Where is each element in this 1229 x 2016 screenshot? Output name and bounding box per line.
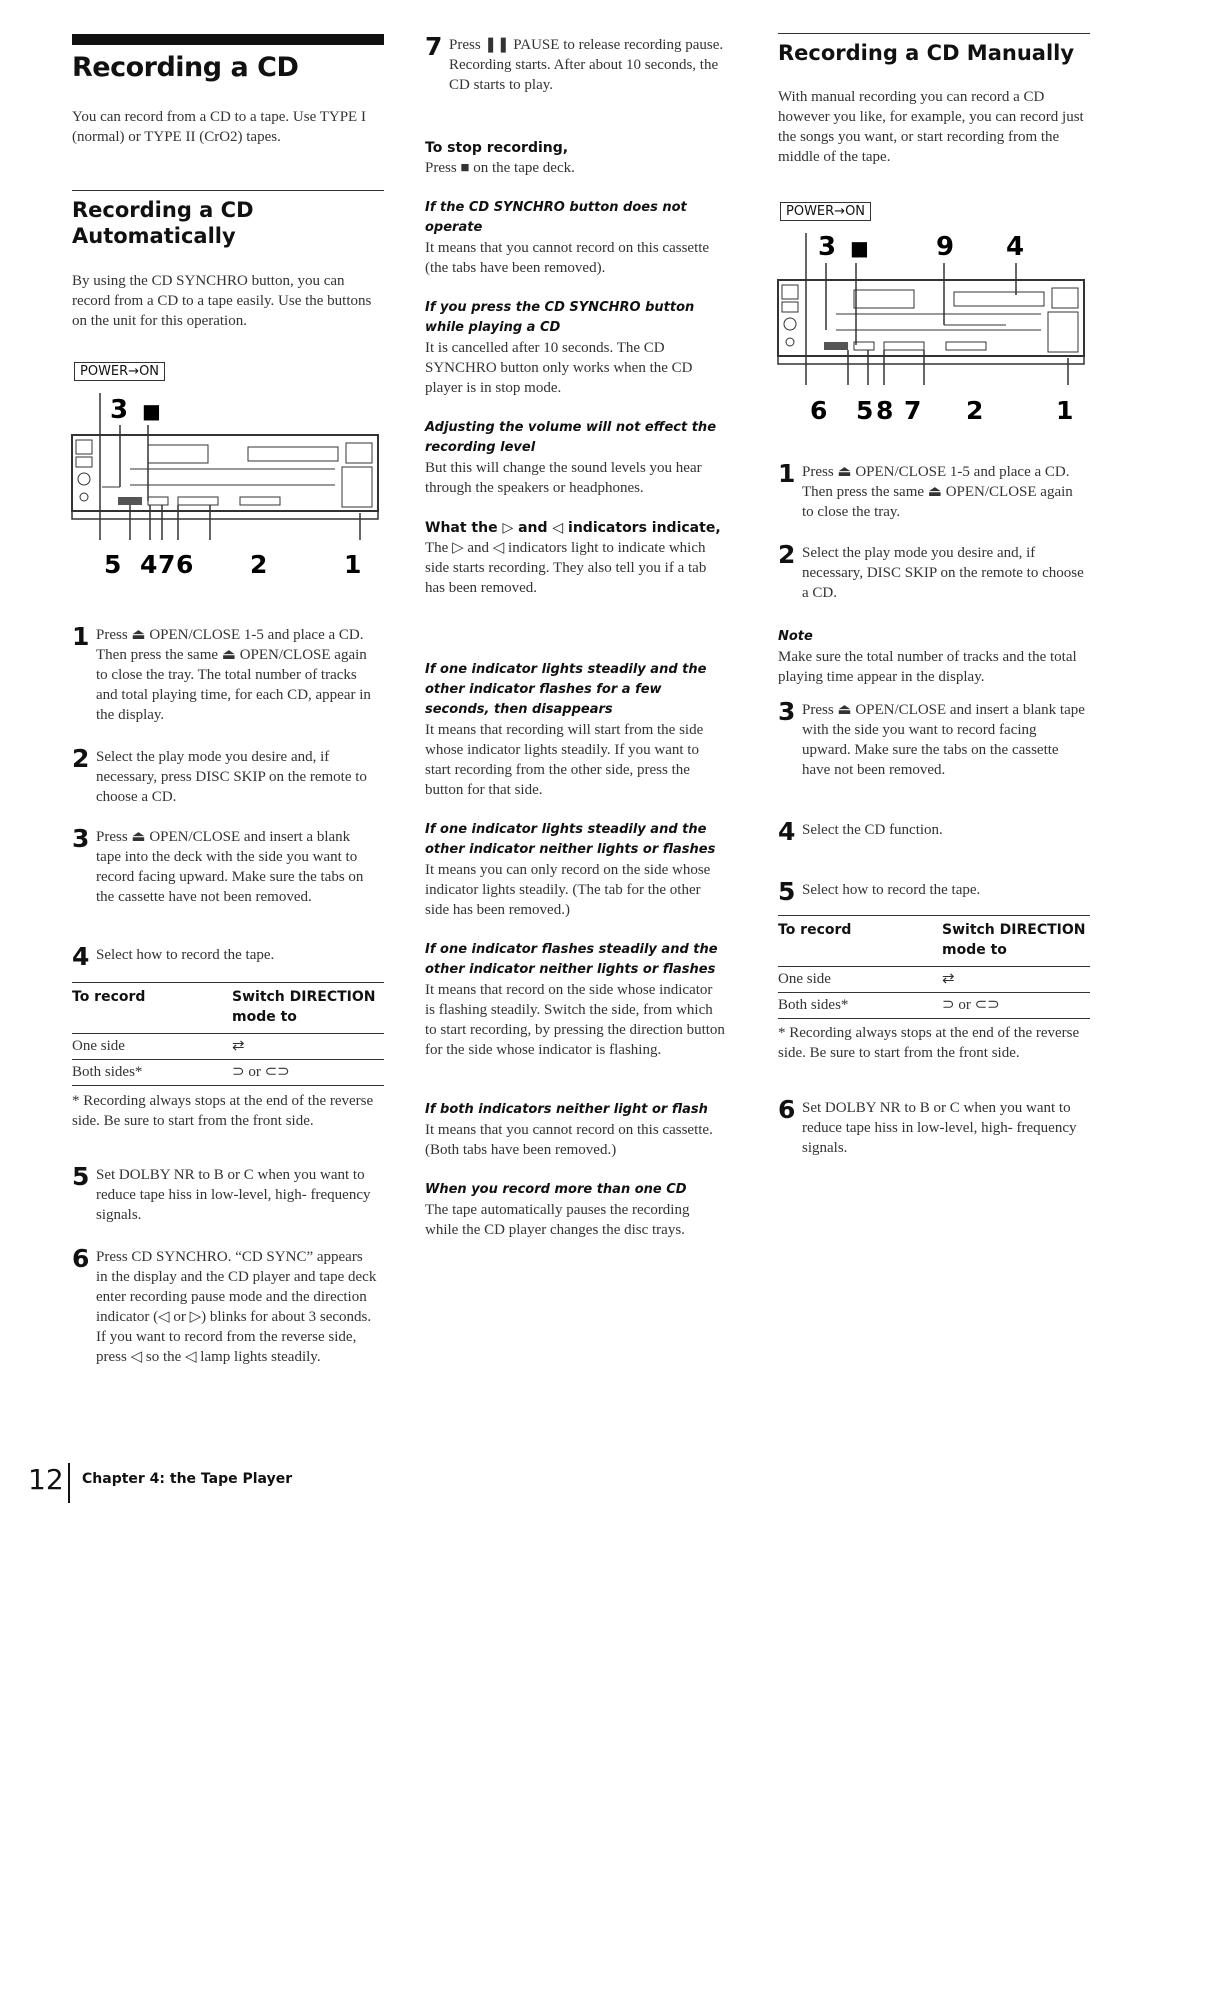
auto-step-2: 2 Select the play mode you desire and, if necessary, press DISC SKIP on the remote to choose a CD. — [72, 744, 367, 805]
title-bar — [72, 34, 384, 45]
callout-label: 6 — [176, 550, 194, 579]
manual-intro: With manual recording you can record a CD however you like, for example, you can record just the songs you want, or start recording from the middle of the tape. — [778, 89, 1084, 165]
section-rule — [778, 33, 1090, 34]
stop-text: Press ■ on the tape deck. — [425, 160, 575, 176]
note-block: Adjusting the volume will not effect the recording level But this will change the sound levels you hear through the speakers or headphones. — [425, 420, 717, 496]
page-number: 12 — [28, 1463, 64, 1496]
callout-label: 9 — [936, 232, 955, 262]
note-heading: Note — [778, 629, 813, 644]
chapter-label: Chapter 4: the Tape Player — [82, 1471, 293, 1487]
manual-step-4: 4 Select the CD function. — [778, 817, 943, 846]
auto-heading: Recording a CD Automatically — [72, 198, 254, 248]
callout-label: 7 — [904, 396, 922, 425]
intro-text: You can record from a CD to a tape. Use TYPE I (normal) or TYPE II (CrO2) tapes. — [72, 109, 366, 145]
manual-record-table: To record Switch DIRECTION mode to One side ⇄ Both sides* ⊃ or ⊂⊃ — [778, 915, 1090, 1019]
auto-intro: By using the CD SYNCHRO button, you can record from a CD to a tape easily. Use the buttons on the unit for this operation. — [72, 273, 372, 329]
callout-label: 7 — [158, 550, 176, 579]
callout-label: 4 — [140, 550, 158, 579]
note-text: Make sure the total number of tracks and the total playing time appear in the display. — [778, 649, 1077, 685]
manual-step-5: 5 Select how to record the tape. — [778, 877, 981, 906]
auto-footnote: * Recording always stops at the end of the reverse side. Be sure to start from the front side. — [72, 1093, 374, 1129]
auto-record-table: To record Switch DIRECTION mode to One side ⇄ Both sides* ⊃ or ⊂⊃ — [72, 982, 384, 1086]
auto-step-1: 1 Press ⏏ OPEN/CLOSE 1-5 and place a CD. Then press the same ⏏ OPEN/CLOSE again to close the tray. The total number of tracks and total playing time, for each CD, appear in the display. — [72, 622, 371, 723]
table-row: One side ⇄ — [778, 967, 1090, 993]
note-block: If you press the CD SYNCHRO button while playing a CD It is cancelled after 10 seconds. The CD SYNCHRO button only works when the CD player is in stop mode. — [425, 300, 695, 396]
callout-label: 3 — [818, 232, 837, 262]
manual-step-1: 1 Press ⏏ OPEN/CLOSE 1-5 and place a CD. Then press the same ⏏ OPEN/CLOSE again to close the tray. — [778, 459, 1073, 520]
auto-step-3: 3 Press ⏏ OPEN/CLOSE and insert a blank tape into the deck with the side you want to record facing upward. Make sure the tabs on the cassette have not been removed. — [72, 824, 364, 905]
callout-label: 4 — [1006, 232, 1025, 262]
manual-footnote: * Recording always stops at the end of the reverse side. Be sure to start from the front side. — [778, 1025, 1080, 1061]
step-7: 7 Press ❚❚ PAUSE to release recording pause. Recording starts. After about 10 seconds, the CD starts to play. — [425, 32, 724, 93]
auto-step-4: 4 Select how to record the tape. — [72, 942, 275, 971]
callout-label: 5 — [856, 396, 874, 425]
callout-label: 8 — [876, 396, 894, 425]
note-block: What the ▷ and ◁ indicators indicate, The ▷ and ◁ indicators light to indicate which side starts recording. They also tell you if a tab has been removed. — [425, 520, 721, 596]
power-label: POWER→ON — [780, 202, 871, 221]
note-block: If both indicators neither light or flash It means that you cannot record on this cassette. (Both tabs have been removed.) — [425, 1102, 713, 1158]
page-title: Recording a CD — [72, 52, 299, 83]
table-row: One side ⇄ — [72, 1034, 384, 1060]
manual-step-2: 2 Select the play mode you desire and, if necessary, DISC SKIP on the remote to choose a CD. — [778, 540, 1084, 601]
note-block: When you record more than one CD The tape automatically pauses the recording while the CD player changes the disc trays. — [425, 1182, 690, 1238]
manual-step-3: 3 Press ⏏ OPEN/CLOSE and insert a blank tape with the side you want to record facing upward. Make sure the tabs on the cassette have not been removed. — [778, 697, 1085, 778]
deck-diagram-auto — [70, 385, 382, 590]
deck-diagram-manual — [776, 225, 1088, 435]
note-block: If one indicator flashes steadily and the other indicator neither lights or flashes It means that record on the side whose indicator is flashing steadily. Switch the side, from which to start recording, by pressing the direction button for the side whose indicator is flashing. — [425, 942, 725, 1058]
callout-label: 3 — [110, 395, 129, 425]
note-block: If one indicator lights steadily and the other indicator flashes for a few seconds, then disappears It means that recording will start from the side whose indicator lights steadily. If you want to start recording from the other side, press the button for that side. — [425, 662, 707, 798]
table-row: Both sides* ⊃ or ⊂⊃ — [778, 993, 1090, 1019]
table-row: Both sides* ⊃ or ⊂⊃ — [72, 1060, 384, 1086]
section-rule — [72, 190, 384, 191]
auto-step-5: 5 Set DOLBY NR to B or C when you want to reduce tape hiss in low-level, high- frequency signals. — [72, 1162, 371, 1223]
auto-step-6: 6 Press CD SYNCHRO. “CD SYNC” appears in the display and the CD player and tape deck enter recording pause mode and the direction indicator (◁ or ▷) blinks for about 3 seconds. If you want to record from the reverse side, press ◁ so the ◁ lamp lights steadily. — [72, 1244, 377, 1365]
callout-label: 2 — [250, 550, 268, 579]
footer-divider — [68, 1463, 70, 1503]
note-block: If one indicator lights steadily and the other indicator neither lights or flashes It means you can only record on the side whose indicator lights steadily. (The tab for the other side has been removed.) — [425, 822, 716, 918]
power-label: POWER→ON — [74, 362, 165, 381]
manual-step-6: 6 Set DOLBY NR to B or C when you want to reduce tape hiss in low-level, high- frequency signals. — [778, 1095, 1077, 1156]
note-block: If the CD SYNCHRO button does not operate It means that you cannot record on this cassette (the tabs have been removed). — [425, 200, 710, 276]
callout-label: ■ — [142, 399, 161, 423]
callout-label: 2 — [966, 396, 984, 425]
callout-label: ■ — [850, 236, 869, 260]
callout-label: 5 — [104, 550, 122, 579]
stop-heading: To stop recording, — [425, 140, 569, 156]
manual-heading: Recording a CD Manually — [778, 41, 1075, 65]
callout-label: 1 — [1056, 396, 1074, 425]
callout-label: 1 — [344, 550, 362, 579]
callout-label: 6 — [810, 396, 828, 425]
